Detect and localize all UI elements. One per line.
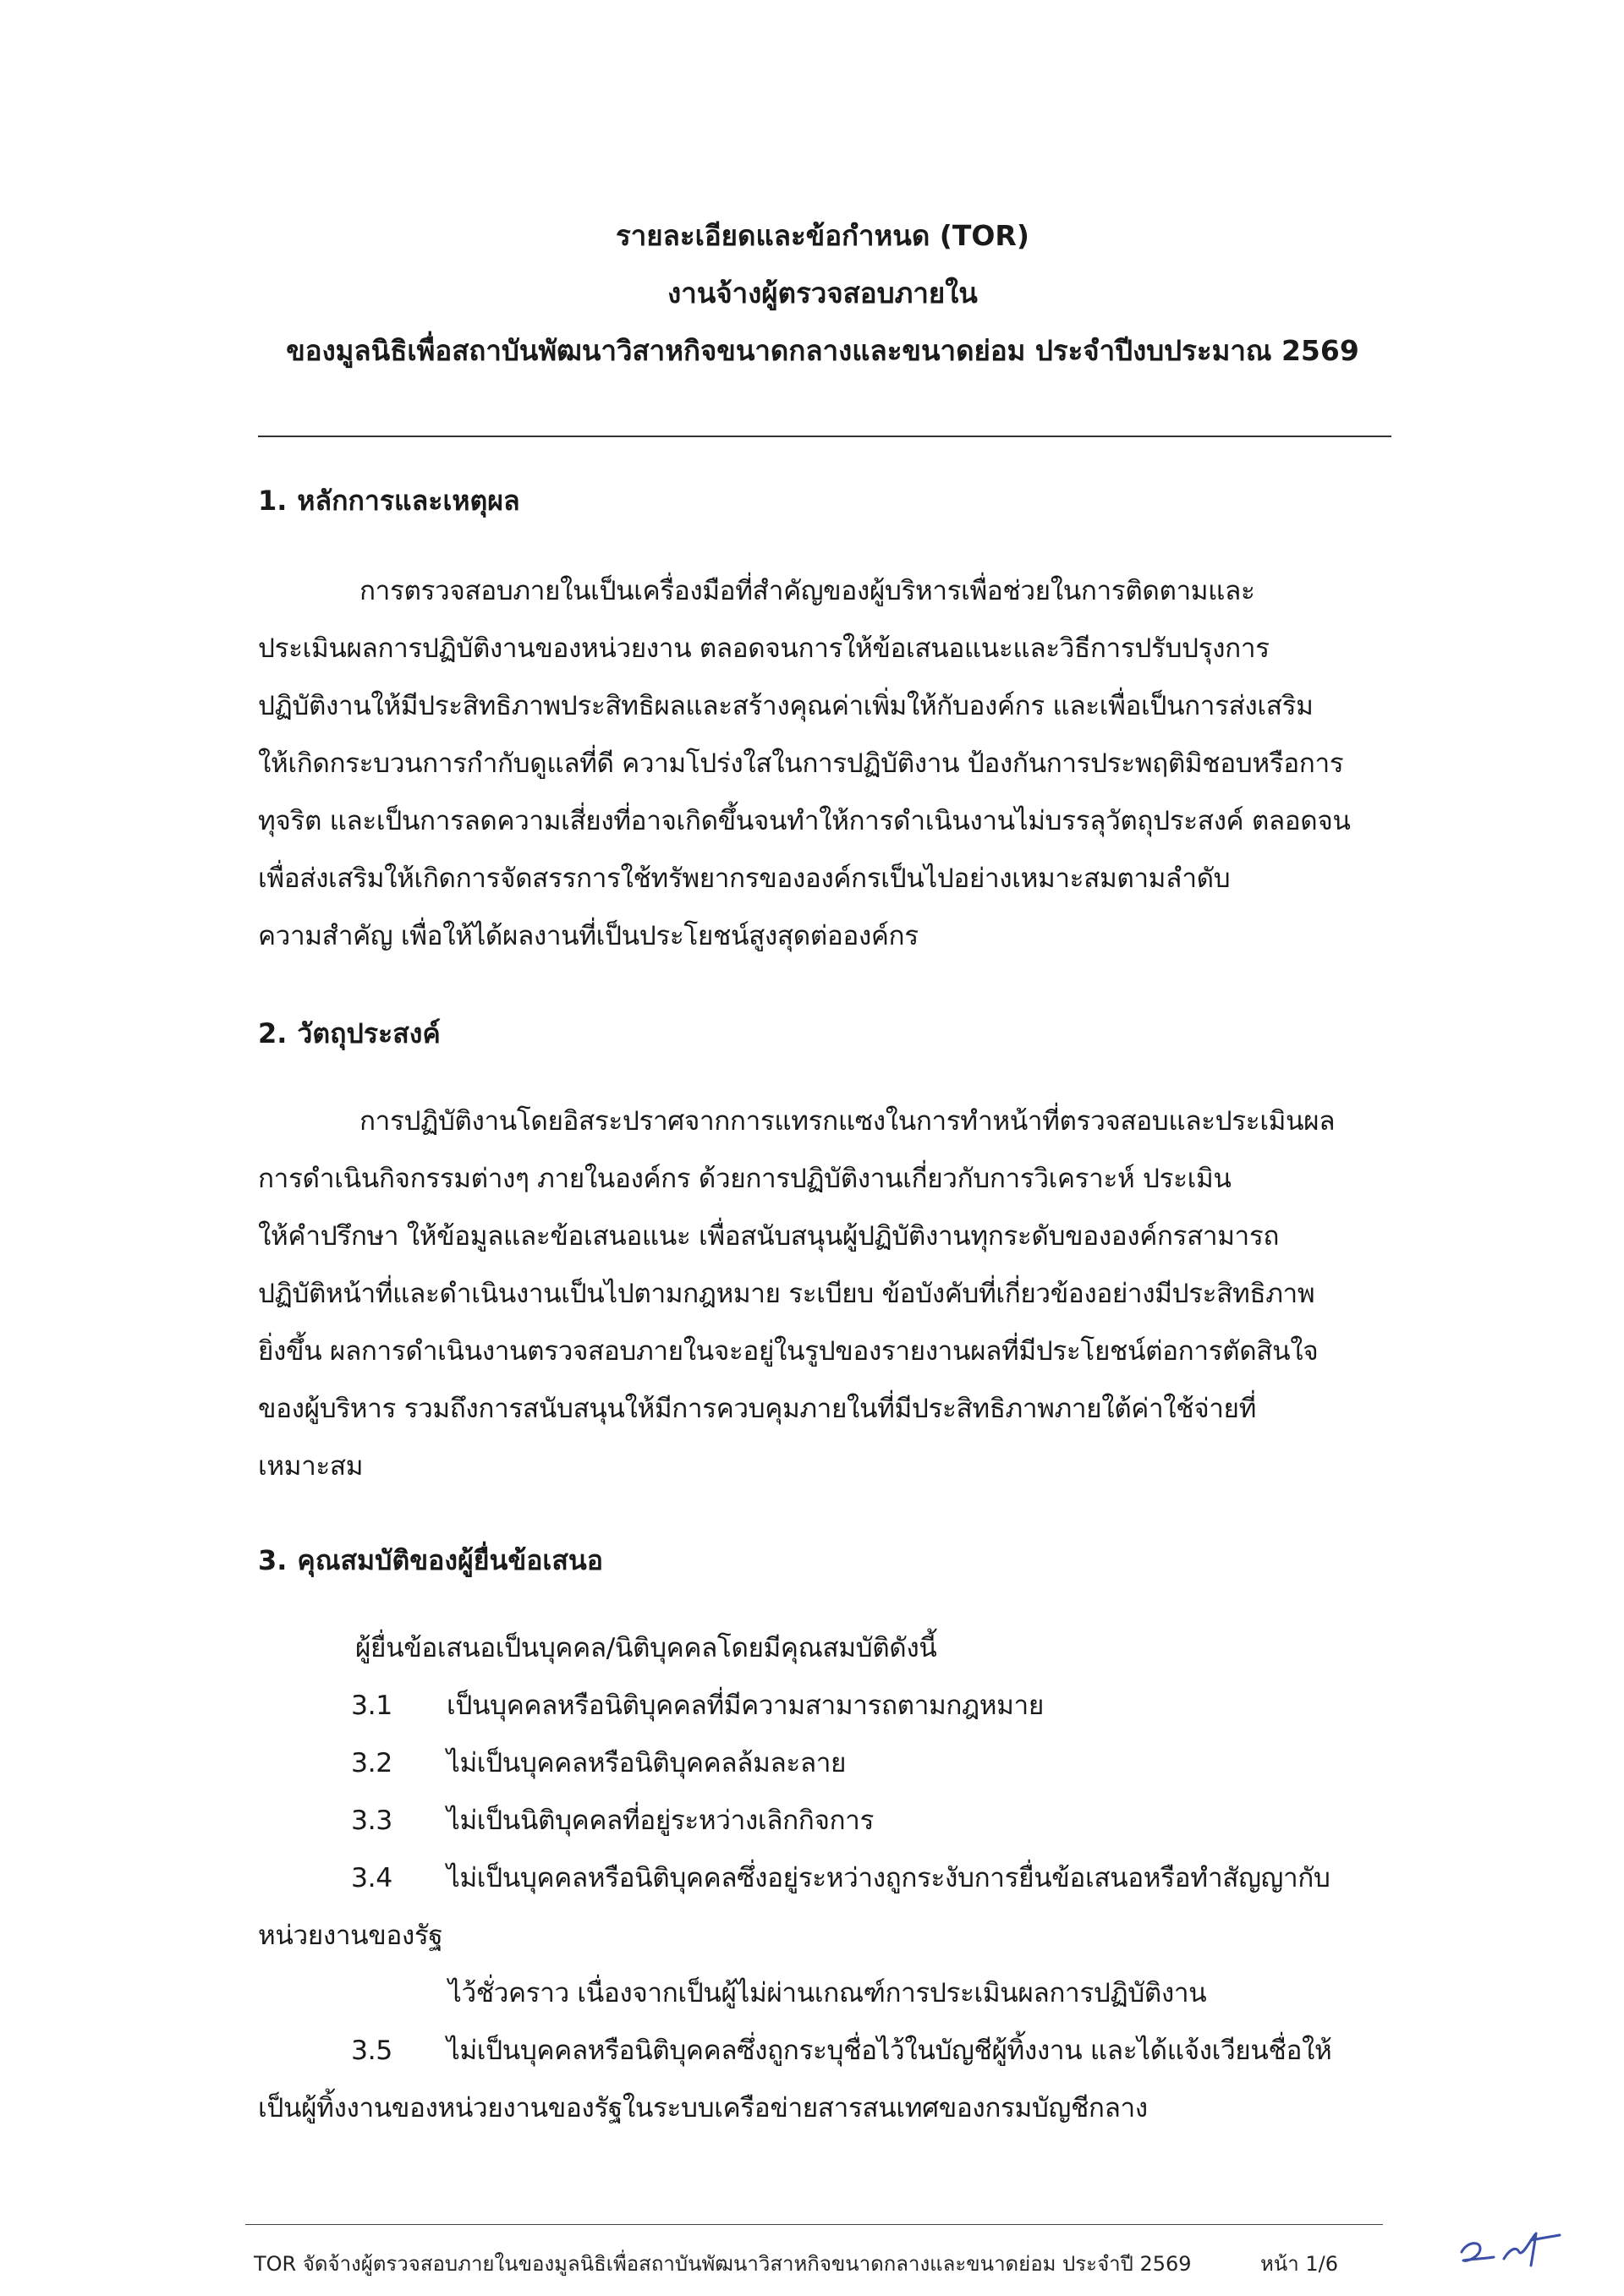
section-1-number: 1. <box>258 485 288 517</box>
section-2-title: วัตถุประสงค์ <box>297 1017 441 1049</box>
list-item <box>258 1734 1391 1792</box>
qualification-intro: ผู้ยื่นข้อเสนอเป็นบุคคล/นิติบุคคลโดยมีคุณสมบัติดังนี้ <box>355 1633 937 1663</box>
paragraph-line: ปฏิบัติงานให้มีประสิทธิภาพประสิทธิผลและสร้างคุณค่าเพิ่มให้กับองค์กร และเพื่อเป็นการส่งเสริม <box>258 691 1314 721</box>
list-item-text: ไม่เป็นบุคคลหรือนิติบุคคลซึ่งถูกระบุชื่อไว้ในบัญชีผู้ทิ้งงาน และได้แจ้งเวียนชื่อให้ <box>447 2036 1332 2066</box>
paragraph-line: ให้เกิดกระบวนการกำกับดูแลที่ดี ความโปร่งใสในการปฏิบัติงาน ป้องกันการประพฤติมิชอบหรือการ <box>258 748 1344 779</box>
paragraph-line: เพื่อส่งเสริมให้เกิดการจัดสรรการใช้ทรัพยากรขององค์กรเป็นไปอย่างเหมาะสมตามลำดับ <box>258 863 1231 894</box>
footer-text: TOR จัดจ้างผู้ตรวจสอบภายในของมูลนิธิเพื่อสถาบันพัฒนาวิสาหกิจขนาดกลางและขนาดย่อม ประจำปี 2569 <box>254 2252 1192 2276</box>
footer-divider <box>245 2224 1383 2225</box>
paragraph-line: เหมาะสม <box>258 1451 364 1482</box>
list-item <box>258 2022 1391 2080</box>
title-line-1: รายละเอียดและข้อกำหนด (TOR) <box>616 219 1029 252</box>
list-item-continuation: หน่วยงานของรัฐ <box>258 1921 443 1951</box>
paragraph-line: การปฏิบัติงานโดยอิสระปราศจากการแทรกแซงในการทำหน้าที่ตรวจสอบและประเมินผล <box>359 1106 1336 1137</box>
paragraph-line: ให้คำปรึกษา ให้ข้อมูลและข้อเสนอแนะ เพื่อสนับสนุนผู้ปฏิบัติงานทุกระดับขององค์กรสามารถ <box>258 1221 1280 1252</box>
section-1-body <box>258 562 1391 965</box>
title-line-2: งานจ้างผู้ตรวจสอบภายใน <box>667 277 978 310</box>
list-item-text: ไม่เป็นบุคคลหรือนิติบุคคลซึ่งอยู่ระหว่างถูกระงับการยื่นข้อเสนอหรือทำสัญญากับ <box>447 1863 1330 1893</box>
page-number: หน้า 1/6 <box>1260 2252 1338 2276</box>
list-item-number: 3.2 <box>351 1748 392 1778</box>
title-divider <box>258 436 1391 437</box>
section-3-heading <box>258 1543 603 1577</box>
paragraph-line: การดำเนินกิจกรรมต่างๆ ภายในองค์กร ด้วยการปฏิบัติงานเกี่ยวกับการวิเคราะห์ ประเมิน <box>258 1164 1232 1194</box>
list-item <box>258 1849 1391 1907</box>
paragraph-line: ปฏิบัติหน้าที่และดำเนินงานเป็นไปตามกฎหมาย ระเบียบ ข้อบังคับที่เกี่ยวข้องอย่างมีประสิทธิภาพ <box>258 1279 1315 1309</box>
list-item-continuation: ไว้ชั่วคราว เนื่องจากเป็นผู้ไม่ผ่านเกณฑ์การประเมินผลการปฏิบัติงาน <box>448 1978 1207 2008</box>
section-2-heading <box>258 1016 441 1050</box>
list-item-continuation: เป็นผู้ทิ้งงานของหน่วยงานของรัฐในระบบเครือข่ายสารสนเทศของกรมบัญชีกลาง <box>258 2093 1148 2123</box>
list-item-number: 3.4 <box>351 1863 392 1893</box>
section-3-list <box>258 1619 1391 2137</box>
section-3-title: คุณสมบัติของผู้ยื่นข้อเสนอ <box>297 1544 603 1576</box>
list-item-number: 3.3 <box>351 1806 392 1836</box>
list-item <box>258 1677 1391 1734</box>
handwritten-signature-icon <box>1455 2220 1582 2279</box>
paragraph-line: ความสำคัญ เพื่อให้ได้ผลงานที่เป็นประโยชน์สูงสุดต่อองค์กร <box>258 921 919 951</box>
paragraph-line: ทุจริต และเป็นการลดความเสี่ยงที่อาจเกิดขึ้นจนทำให้การดำเนินงานไม่บรรลุวัตถุประสงค์ ตลอดจน <box>258 806 1351 836</box>
list-item-text: ไม่เป็นบุคคลหรือนิติบุคคลล้มละลาย <box>447 1748 847 1778</box>
list-item-number: 3.1 <box>351 1690 392 1721</box>
section-3-number: 3. <box>258 1544 288 1576</box>
list-item-text: เป็นบุคคลหรือนิติบุคคลที่มีความสามารถตามกฎหมาย <box>447 1690 1044 1721</box>
paragraph-line: ประเมินผลการปฏิบัติงานของหน่วยงาน ตลอดจนการให้ข้อเสนอแนะและวิธีการปรับปรุงการ <box>258 633 1270 664</box>
paragraph-line: ยิ่งขึ้น ผลการดำเนินงานตรวจสอบภายในจะอยู่ในรูปของรายงานผลที่มีประโยชน์ต่อการตัดสินใจ <box>258 1336 1319 1367</box>
section-1-title: หลักการและเหตุผล <box>297 485 520 517</box>
document-title <box>254 207 1391 380</box>
section-2-body <box>258 1093 1391 1495</box>
list-item-text: ไม่เป็นนิติบุคคลที่อยู่ระหว่างเลิกกิจการ <box>447 1806 874 1836</box>
paragraph-line: การตรวจสอบภายในเป็นเครื่องมือที่สำคัญของผู้บริหารเพื่อช่วยในการติดตามและ <box>359 576 1255 606</box>
list-item-number: 3.5 <box>351 2036 392 2066</box>
section-1-heading <box>258 484 520 518</box>
section-2-number: 2. <box>258 1017 288 1049</box>
paragraph-line: ของผู้บริหาร รวมถึงการสนับสนุนให้มีการควบคุมภายในที่มีประสิทธิภาพภายใต้ค่าใช้จ่ายที่ <box>258 1394 1256 1424</box>
title-line-3: ของมูลนิธิเพื่อสถาบันพัฒนาวิสาหกิจขนาดกลางและขนาดย่อม ประจำปีงบประมาณ 2569 <box>286 334 1359 367</box>
list-item <box>258 1792 1391 1849</box>
